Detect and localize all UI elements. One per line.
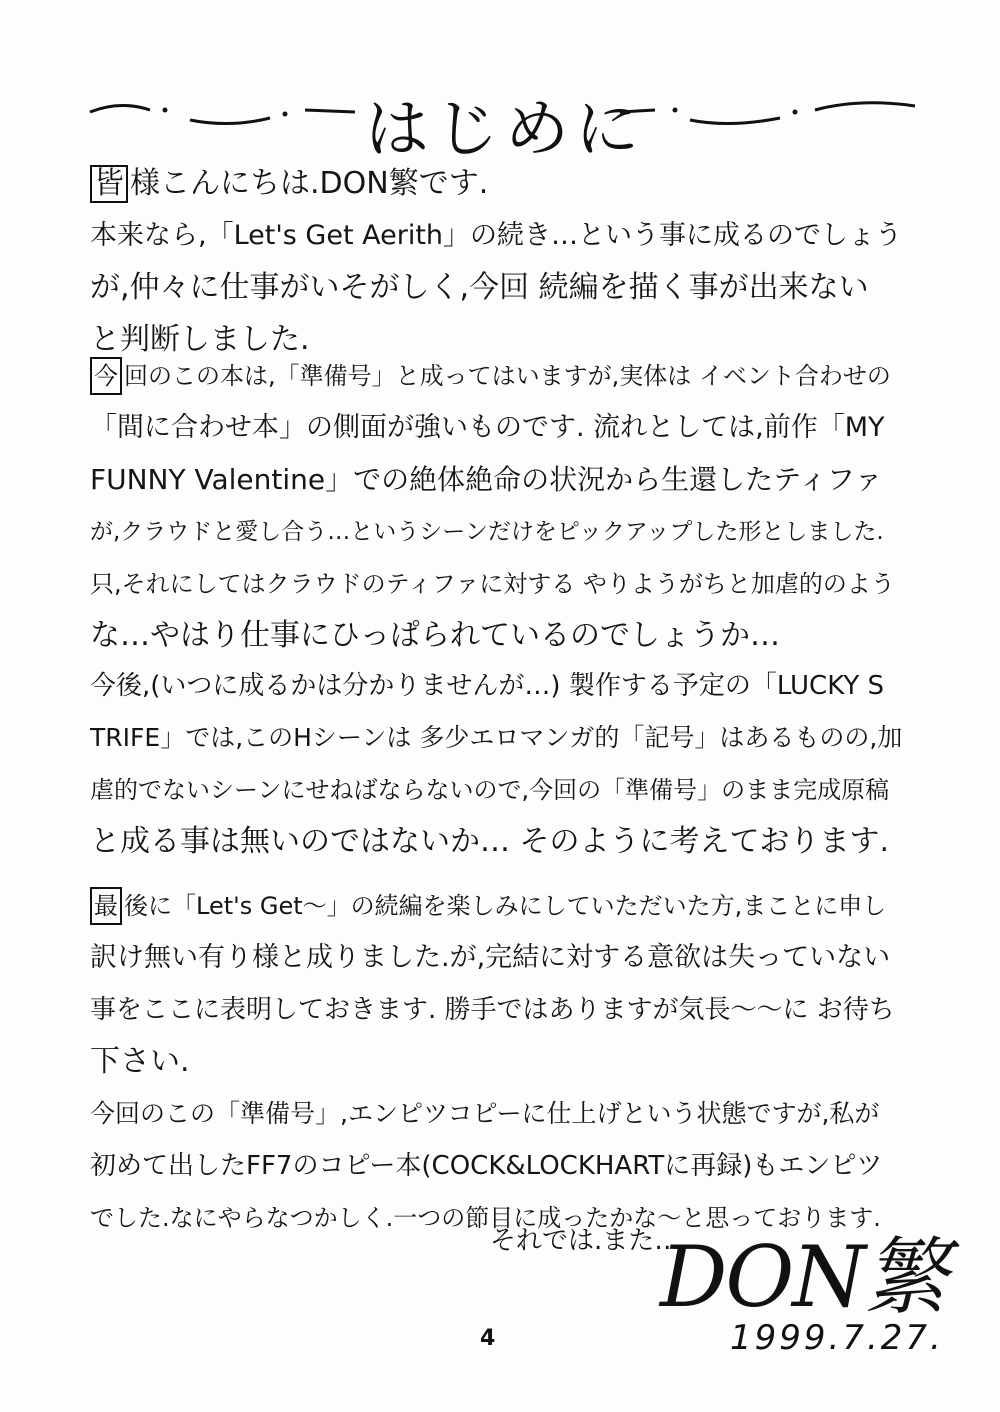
first-char-box: 皆 bbox=[90, 165, 128, 203]
text-line: 下さい. bbox=[90, 1044, 190, 1079]
text-line: な…やはり仕事にひっぱられているのでしょうか… bbox=[90, 618, 780, 653]
text-line: 只,それにしてはクラウドのティファに対する やりようがちと加虐的のよう bbox=[90, 570, 895, 598]
text-line: FUNNY Valentine」での絶体絶命の状況から生還したティファ bbox=[90, 463, 883, 496]
text-line: TRIFE」では,このHシーンは 多少エロマンガ的「記号」はあるものの,加 bbox=[90, 723, 903, 752]
paragraph-greeting bbox=[90, 158, 910, 366]
signature-date: 1999.7.27. bbox=[730, 1318, 944, 1358]
text-line: 訳け無い有り様と成りました.が,完結に対する意欲は失っていない bbox=[90, 942, 891, 973]
text-line: 本来なら,「Let's Get Aerith」の続き…という事に成るのでしょう bbox=[90, 220, 903, 251]
page-number: 4 bbox=[480, 1326, 496, 1351]
page-title: はじめに bbox=[365, 93, 645, 167]
text-line: 事をここに表明しておきます. 勝手ではありますが気長〜〜に お待ち bbox=[90, 995, 895, 1025]
text-line: が,仲々に仕事がいそがしく,今回 続編を描く事が出来ない bbox=[90, 270, 869, 305]
author-signature: DON繁 bbox=[660, 1228, 946, 1326]
first-char-box: 最 bbox=[90, 887, 122, 925]
title-row bbox=[80, 60, 930, 167]
text-line: 今回のこの「準備号」,エンピツコピーに仕上げという状態ですが,私が bbox=[90, 1099, 880, 1128]
text-line: 虐的でないシーンにせねばならないので,今回の「準備号」のまま完成原稿 bbox=[90, 776, 890, 804]
first-char-box: 今 bbox=[90, 357, 122, 395]
text-line: が,クラウドと愛し合う…というシーンだけをピックアップした形としました. bbox=[90, 519, 884, 545]
text-line: と判断しました. bbox=[90, 322, 310, 357]
text-line: 今 回のこの本は,「準備号」と成ってはいますが,実体は イベント合わせの bbox=[90, 350, 910, 402]
text-line: と成る事は無いのではないか… そのように考えております. bbox=[90, 824, 890, 859]
text-line: でした.なにやらなつかしく.一つの節目に成ったかな〜と思っております. bbox=[90, 1204, 881, 1232]
paragraph-future-plans bbox=[90, 660, 910, 868]
text-line: 最 後に「Let's Get〜」の続編を楽しみにしていただいた方,まことに申し bbox=[90, 880, 910, 932]
paragraph-about-book bbox=[90, 350, 910, 662]
text-line: 初めて出したFF7のコピー本(COCK&LOCKHARTに再録)もエンピツ bbox=[90, 1151, 883, 1181]
text-line: 皆 様こんにちは.DON繁です. bbox=[90, 158, 910, 210]
closing-remark: それでは.また… bbox=[490, 1226, 681, 1256]
paragraph-apology bbox=[90, 880, 910, 1088]
text-line: 「間に合わせ本」の側面が強いものです. 流れとしては,前作「MY bbox=[90, 412, 885, 443]
text-line: 今後,(いつに成るかは分かりませんが…) 製作する予定の「LUCKY S bbox=[90, 671, 884, 701]
